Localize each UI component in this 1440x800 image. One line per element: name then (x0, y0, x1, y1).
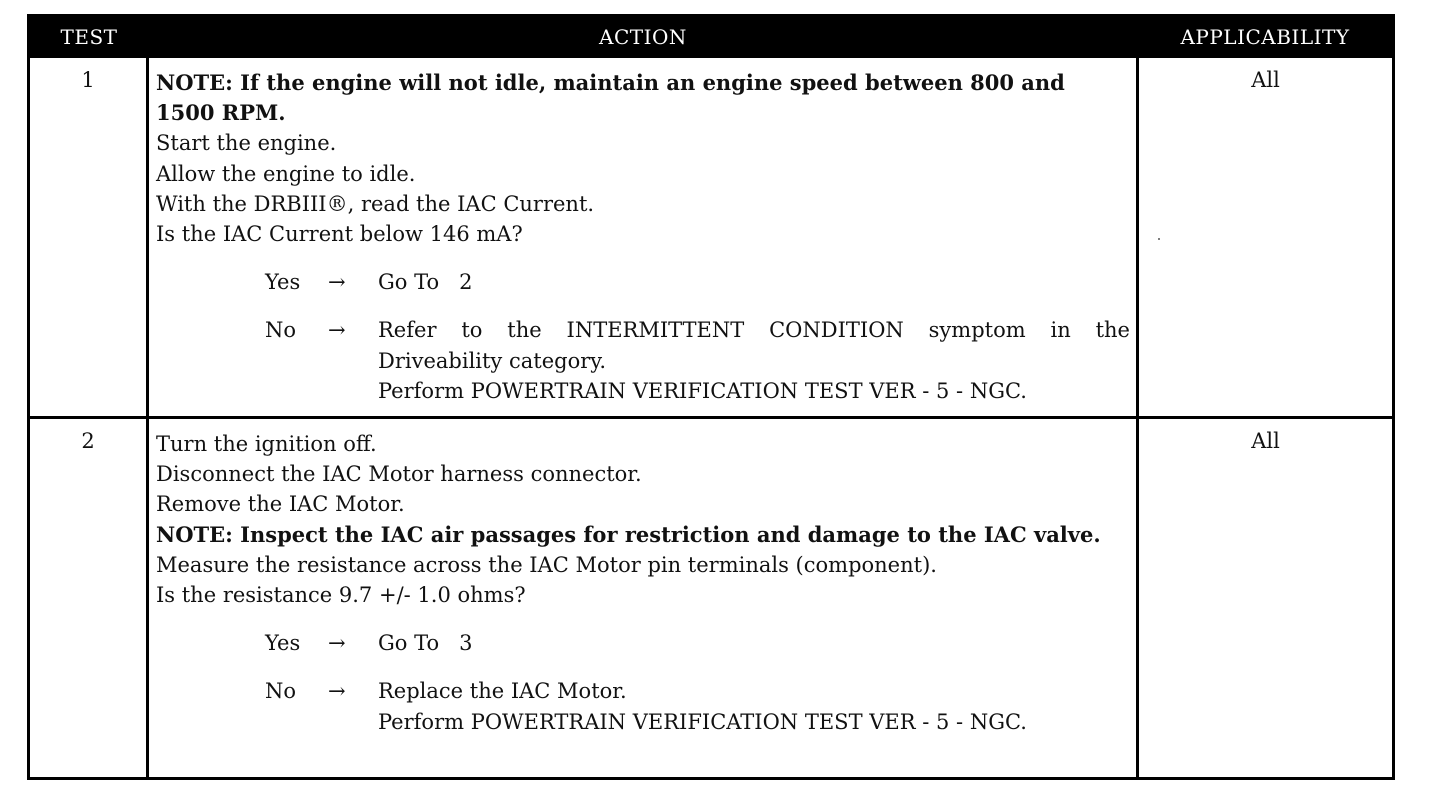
arrow-icon: → (328, 318, 346, 343)
note-text: NOTE: If the engine will not idle, maintain an engine speed between 800 and 1500 RPM. (156, 70, 1065, 126)
result-text: Perform POWERTRAIN VERIFICATION TEST VER - 5 - NGC. (378, 709, 1027, 734)
question-text: Is the IAC Current below 146 mA? (156, 222, 523, 247)
choice-yes (156, 628, 1130, 658)
result-text: Perform POWERTRAIN VERIFICATION TEST VER - 5 - NGC. (378, 378, 1027, 403)
applicability-value: All (1251, 429, 1280, 453)
table-header (30, 17, 1392, 58)
step-text: Turn the ignition off. (156, 432, 377, 456)
choice-label: Yes (265, 270, 301, 295)
table-row (30, 419, 1392, 777)
result-text: Refer to the INTERMITTENT CONDITION symptom in the (378, 318, 1130, 343)
test-number: 2 (81, 429, 95, 453)
step-text: Start the engine. (156, 131, 337, 156)
result-text: Replace the IAC Motor. (378, 679, 627, 704)
test-number: 1 (81, 68, 95, 92)
diagnostic-test-table (27, 14, 1395, 780)
choice-label: No (265, 318, 297, 343)
action-cell (156, 429, 1130, 737)
choice-label: No (265, 679, 297, 704)
choice-result (378, 676, 1130, 736)
choice-yes (156, 267, 1130, 297)
step-text: Disconnect the IAC Motor harness connector. (156, 462, 642, 487)
applicability-value: All (1251, 68, 1280, 92)
header-action: ACTION (599, 25, 687, 49)
action-cell (156, 68, 1130, 406)
arrow-icon: → (328, 679, 346, 704)
answer-choices (156, 628, 1130, 737)
choice-result (378, 267, 1130, 297)
goto-text: Go To 3 (378, 631, 473, 656)
answer-choices (156, 267, 1130, 406)
step-text: Measure the resistance across the IAC Motor pin terminals (component). (156, 552, 937, 577)
choice-label: Yes (265, 631, 301, 656)
question-text: Is the resistance 9.7 +/- 1.0 ohms? (156, 583, 526, 608)
goto-text: Go To 2 (378, 270, 473, 295)
header-test: TEST (60, 25, 118, 49)
arrow-icon: → (328, 270, 346, 295)
choice-no (156, 676, 1130, 736)
header-applicability: APPLICABILITY (1180, 25, 1350, 49)
table-row (30, 58, 1392, 416)
step-text: Allow the engine to idle. (156, 161, 416, 186)
arrow-icon: → (328, 631, 346, 656)
step-text: Remove the IAC Motor. (156, 492, 405, 517)
choice-result (378, 628, 1130, 658)
scan-speck (1158, 238, 1160, 240)
choice-result (378, 315, 1130, 406)
result-text: Driveability category. (378, 348, 606, 373)
note-text: NOTE: Inspect the IAC air passages for restriction and damage to the IAC valve. (156, 521, 1101, 547)
choice-no (156, 315, 1130, 406)
step-text: With the DRBIII®, read the IAC Current. (156, 191, 595, 216)
